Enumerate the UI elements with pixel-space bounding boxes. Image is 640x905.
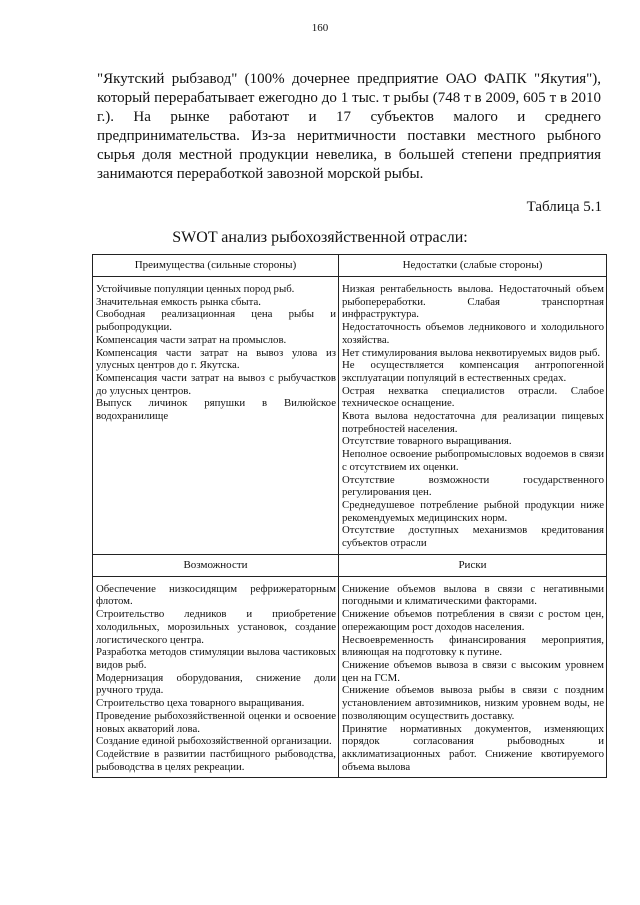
- opportunity-item: Создание единой рыбохозяйственной организации.: [96, 735, 332, 748]
- swot-header-row-1: [93, 255, 607, 277]
- threats-header: Риски: [339, 554, 607, 576]
- strength-item: Свободная реализационная цена рыбы и рыбопродукции.: [96, 308, 336, 334]
- weakness-item: Отсутствие доступных механизмов кредитования субъектов отрасли: [342, 524, 604, 550]
- weakness-item: Отсутствие возможности государственного регулирования цен.: [342, 473, 604, 499]
- intro-paragraph: [97, 70, 601, 184]
- table-title: SWOT анализ рыбохозяйственной отрасли:: [172, 229, 468, 246]
- strength-item: Компенсация части затрат на вывоз с рыбучастков до улусных центров.: [96, 371, 336, 397]
- opportunity-item: Проведение рыбохозяйственной оценки и освоение новых акваторий лова.: [96, 709, 336, 735]
- weakness-item: Нет стимулирования вылова неквотируемых видов рыб.: [342, 346, 601, 359]
- opportunity-item: Содействие в развитии пастбищного рыбоводства, рыбоводства в целях рекреации.: [96, 747, 336, 773]
- opportunities-cell: [93, 576, 339, 778]
- threat-item: Несвоевременность финансирования мероприятия, влияющая на подготовку к путине.: [342, 633, 604, 659]
- opportunity-item: Обеспечение низкосидящим рефрижераторным флотом.: [96, 582, 336, 608]
- strength-item: Выпуск личинок ряпушки в Вилюйское водохранилище: [96, 397, 336, 423]
- opportunity-item: Модернизация оборудования, снижение доли ручного труда.: [96, 671, 336, 697]
- strength-item: Компенсация части затрат на промыслов.: [96, 333, 287, 346]
- threat-item: Снижение объемов вывоза в связи с высоким уровнем цен на ГСМ.: [342, 658, 604, 684]
- table-caption: Таблица 5.1: [526, 199, 602, 215]
- threat-item: Снижение объемов вылова в связи с негативными погодными и климатическими факторами.: [342, 582, 604, 608]
- weakness-item: Острая нехватка специалистов отрасли. Слабое техническое оснащение.: [342, 384, 604, 410]
- swot-header-row-2: [93, 554, 607, 576]
- swot-row-1: [93, 277, 607, 555]
- opportunity-item: Разработка методов стимуляции вылова частиковых видов рыб.: [96, 646, 336, 671]
- strength-item: Устойчивые популяции ценных пород рыб.: [96, 283, 295, 295]
- strengths-cell: [93, 277, 339, 555]
- weakness-item: Среднедушевое потребление рыбной продукции ниже рекомендуемых медицинских норм.: [342, 498, 604, 524]
- swot-row-2: [93, 576, 607, 778]
- strength-item: Компенсация части затрат на вывоз улова из улусных центров до г. Якутска.: [96, 346, 336, 372]
- weakness-item: Отсутствие товарного выращивания.: [342, 435, 512, 448]
- page-number: 160: [311, 22, 329, 34]
- weakness-item: Недостаточность объемов ледникового и холодильного хозяйства.: [342, 321, 604, 346]
- opportunity-item: Строительство цеха товарного выращивания.: [96, 697, 305, 710]
- strengths-header: Преимущества (сильные стороны): [93, 255, 339, 277]
- swot-table: [92, 254, 607, 778]
- weakness-item: Низкая рентабельность вылова. Недостаточный объем рыбопереработки. Слабая транспортная инфраструктура.: [342, 283, 604, 321]
- threat-item: Принятие нормативных документов, изменяющих порядок согласования рыбоводных и акклиматизационных работ. Снижение квотируемого объема вылова: [342, 722, 604, 773]
- weaknesses-header: Недостатки (слабые стороны): [339, 255, 607, 277]
- threat-item: Снижение объемов потребления в связи с ростом цен, опережающим рост доходов населения.: [342, 608, 604, 633]
- weakness-item: Не осуществляется компенсация антропогенной эксплуатации популяций в естественных средах.: [342, 359, 604, 384]
- weakness-item: Квота вылова недостаточна для реализации пищевых потребностей населения.: [342, 410, 604, 435]
- opportunities-header: Возможности: [93, 554, 339, 576]
- threats-cell: [339, 576, 607, 778]
- weaknesses-cell: [339, 277, 607, 555]
- intro-text: "Якутский рыбзавод" (100% дочернее предприятие ОАО ФАПК "Якутия"), который перерабатывает ежегодно до 1 тыс. т рыбы (748 т в 2009, 605 т в 2010 г.). На рынке работают и 17 субъектов малого и среднего предпринимательства. Из-за неритмичности поставки местного рыбного сырья доля местной продукции невелика, в большей степени предприятия занимаются переработкой завозной морской рыбы.: [97, 71, 601, 182]
- strength-item: Значительная емкость рынка сбыта.: [96, 295, 261, 308]
- threat-item: Снижение объемов вывоза рыбы в связи с поздним установлением автозимников, низким уровнем воды, не позволяющим осуществить доставку.: [342, 684, 604, 722]
- weakness-item: Неполное освоение рыбопромысловых водоемов в связи с отсутствием их оценки.: [342, 448, 604, 473]
- opportunity-item: Строительство ледников и приобретение холодильных, морозильных установок, создание логистического центра.: [96, 608, 336, 646]
